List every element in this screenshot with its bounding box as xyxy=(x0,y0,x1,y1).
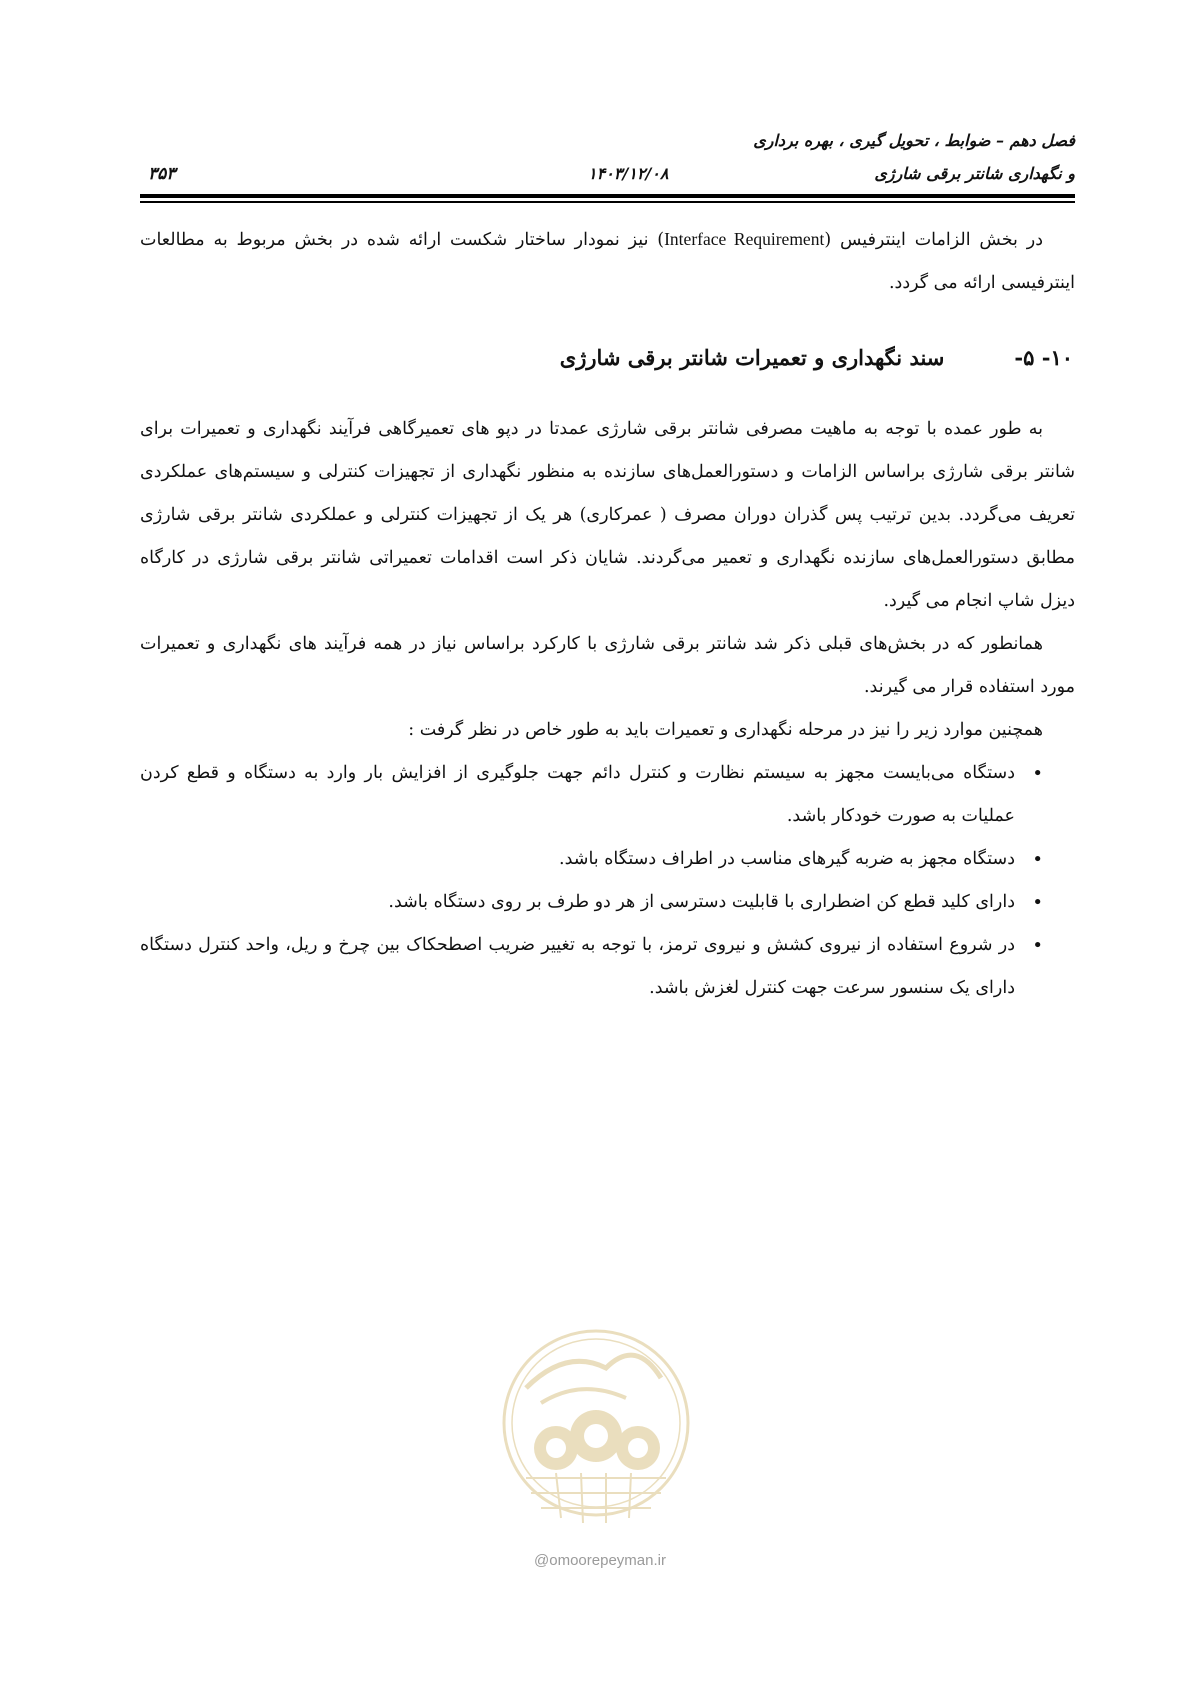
page-number: ۳۵۳ xyxy=(148,164,176,184)
section-title: سند نگهداری و تعمیرات شانتر برقی شارژی xyxy=(559,345,945,370)
paragraph: همانطور که در بخش‌های قبلی ذکر شد شانتر برقی شارژی با کارکرد براساس نیاز در همه فرآیند های نگهداری و تعمیرات مورد استفاده قرار می گیرند. xyxy=(140,634,1075,697)
intro-paragraph xyxy=(140,218,1075,305)
list-item-text: در شروع استفاده از نیروی کشش و نیروی ترمز، با توجه به تغییر ضریب اصطحکاک بین چرخ و ریل، واحد کنترل دستگاه دارای یک سنسور سرعت جهت کنترل لغزش باشد. xyxy=(140,935,1015,998)
watermark-url: @omoorepeyman.ir xyxy=(534,1552,666,1569)
bullet-icon: • xyxy=(1032,763,1043,784)
section-heading xyxy=(560,345,1073,370)
bullet-icon: • xyxy=(1032,892,1043,913)
header-rule-thick xyxy=(140,194,1075,198)
header-chapter-title: فصل دهم – ضوابط ، تحویل گیری ، بهره برداری xyxy=(753,131,1075,150)
bullet-icon: • xyxy=(1032,935,1043,956)
list-item xyxy=(140,924,1075,1010)
paragraph: همچنین موارد زیر را نیز در مرحله نگهداری و تعمیرات باید به طور خاص در نظر گرفت : xyxy=(408,720,1043,740)
intro-text-part1: در بخش الزامات اینترفیس ( xyxy=(824,230,1043,250)
requirements-list xyxy=(140,752,1075,1010)
list-item xyxy=(140,838,1075,881)
header-subtitle: و نگهداری شانتر برقی شارژی xyxy=(874,164,1075,183)
header-date: ۱۴۰۳/۱۲/۰۸ xyxy=(588,164,669,183)
section-number: ۱۰- ۵- xyxy=(1014,345,1073,370)
paragraph: به طور عمده با توجه به ماهیت مصرفی شانتر برقی شارژی عمدتا در دپو های تعمیرگاهی فرآیند نگهداری و تعمیرات برای شانتر برقی شارژی براساس الزامات و دستورالعمل‌های سازنده به منظور نگهداری از تجهیزات کنترلی و سیستم‌های عملکردی تعریف می‌گردد. بدین ترتیب پس گذران دوران مصرف ( عمرکاری) هر یک از تجهیزات کنترلی و عملکردی شانتر برقی شارژی مطابق دستورالعمل‌های سازنده نگهداری و تعمیر می‌گردند. شایان ذکر است اقدامات تعمیراتی شانتر برقی شارژی در کارگاه دیزل شاپ انجام می گیرد. xyxy=(140,419,1075,611)
watermark-logo xyxy=(486,1318,706,1548)
header-rule-thin xyxy=(140,201,1075,203)
list-item-text: دارای کلید قطع کن اضطراری با قابلیت دسترسی از هر دو طرف بر روی دستگاه باشد. xyxy=(388,892,1015,912)
list-item xyxy=(140,881,1075,924)
intro-text-part2: ) نیز نمودار ساختار شکست ارائه شده در بخش مربوط به مطالعات اینترفیسی ارائه می گردد. xyxy=(140,230,1075,293)
list-item xyxy=(140,752,1075,838)
section-body xyxy=(140,408,1075,1010)
list-item-text: دستگاه مجهز به ضربه گیرهای مناسب در اطراف دستگاه باشد. xyxy=(559,849,1015,869)
bullet-icon: • xyxy=(1032,849,1043,870)
list-item-text: دستگاه می‌بایست مجهز به سیستم نظارت و کنترل دائم جهت جلوگیری از افزایش بار وارد به دستگاه و قطع کردن عملیات به صورت خودکار باشد. xyxy=(140,763,1015,826)
intro-latin-term: Interface Requirement xyxy=(664,229,825,249)
